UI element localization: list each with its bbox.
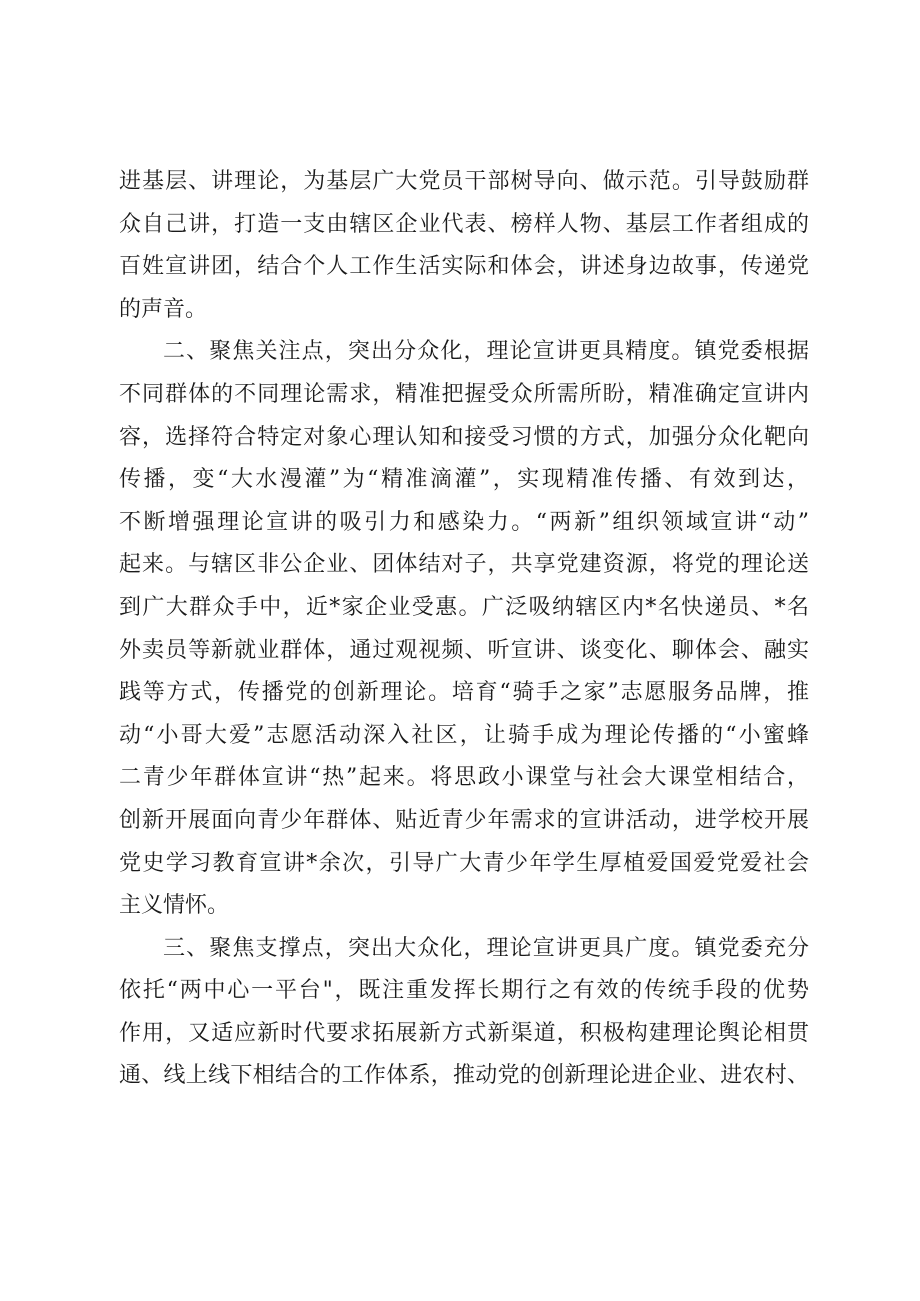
text-line: 众自己讲，打造一支由辖区企业代表、榜样人物、基层工作者组成的 (119, 211, 809, 237)
text-line: 传播，变“大水漫灌”为“精准滴灌”，实现精准传播、有效到达， (119, 467, 809, 493)
text-line: 党史学习教育宣讲*余次，引导广大青少年学生厚植爱国爱党爱社会 (119, 850, 809, 876)
text-line: 三、聚焦支撑点，突出大众化，理论宣讲更具广度。镇党委充分 (163, 935, 809, 961)
text-line: 依托“两中心一平台"，既注重发挥长期行之有效的传统手段的优势 (119, 978, 809, 1004)
text-line: 二青少年群体宣讲“热”起来。将思政小课堂与社会大课堂相结合， (119, 765, 809, 791)
text-line: 创新开展面向青少年群体、贴近青少年需求的宣讲活动，进学校开展 (119, 807, 809, 833)
text-line: 起来。与辖区非公企业、团体结对子，共享党建资源，将党的理论送 (119, 552, 809, 578)
text-line: 不断增强理论宣讲的吸引力和感染力。“两新”组织领域宣讲“动” (119, 509, 809, 535)
text-line: 践等方式，传播党的创新理论。培育“骑手之家”志愿服务品牌，推 (119, 680, 809, 706)
text-line: 动“小哥大爱”志愿活动深入社区，让骑手成为理论传播的“小蜜蜂 (119, 722, 809, 748)
text-line: 主义情怀。 (119, 893, 230, 919)
text-line: 通、线上线下相结合的工作体系，推动党的创新理论进企业、进农村、 (119, 1063, 809, 1089)
text-line: 作用，又适应新时代要求拓展新方式新渠道，积极构建理论舆论相贯 (119, 1020, 809, 1046)
text-line: 的声音。 (119, 296, 208, 322)
text-line: 百姓宣讲团，结合个人工作生活实际和体会，讲述身边故事，传递党 (119, 254, 809, 280)
text-line: 到广大群众手中，近*家企业受惠。广泛吸纳辖区内*名快递员、*名 (119, 594, 809, 620)
text-line: 进基层、讲理论，为基层广大党员干部树导向、做示范。引导鼓励群 (119, 169, 809, 194)
text-line: 二、聚焦关注点，突出分众化，理论宣讲更具精度。镇党委根据 (163, 339, 809, 365)
text-line: 容，选择符合特定对象心理认知和接受习惯的方式，加强分众化靶向 (119, 424, 809, 450)
text-line: 外卖员等新就业群体，通过观视频、听宣讲、谈变化、聊体会、融实 (119, 637, 809, 663)
text-line: 不同群体的不同理论需求，精准把握受众所需所盼，精准确定宣讲内 (119, 381, 809, 407)
body-text (119, 161, 809, 1098)
